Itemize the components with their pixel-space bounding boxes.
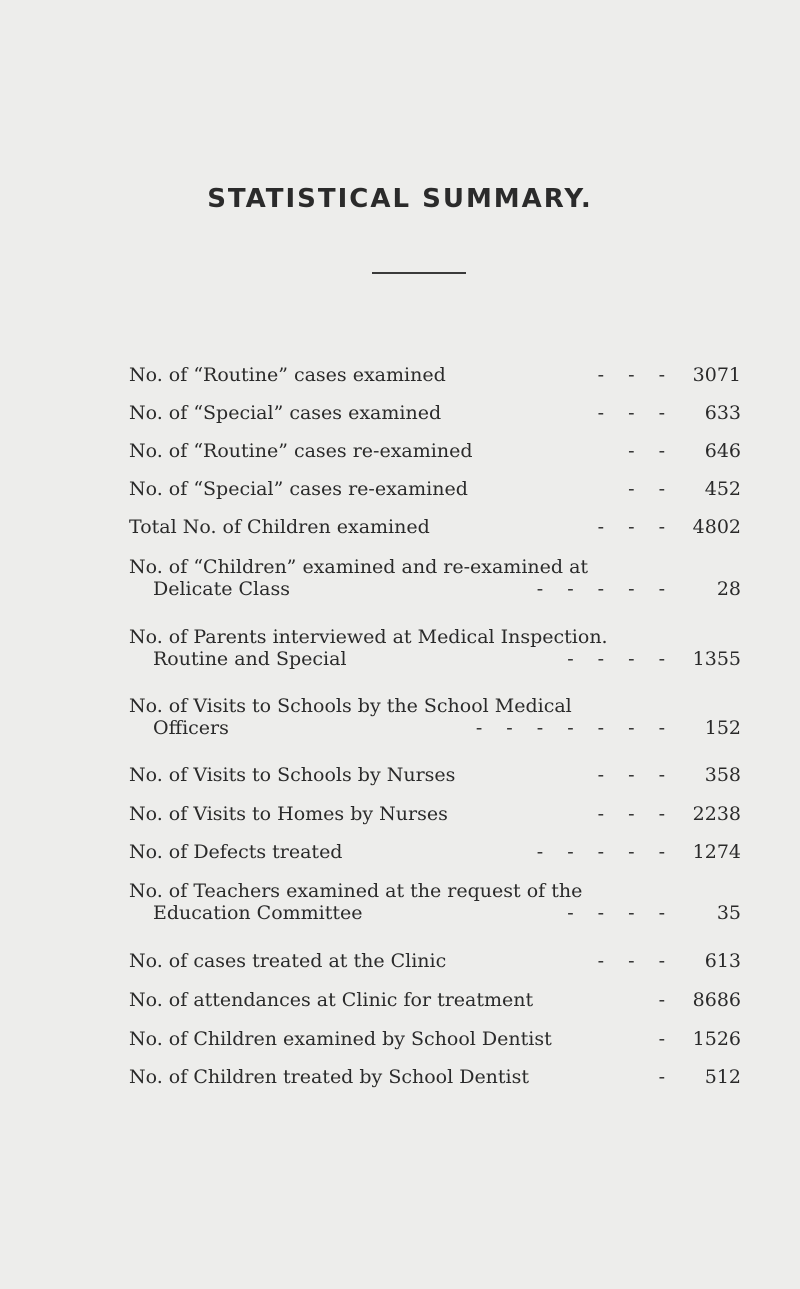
summary-row <box>129 1028 741 1050</box>
row-value: 3071 <box>692 364 741 386</box>
row-value: 452 <box>704 478 741 500</box>
row-value: 646 <box>704 440 741 462</box>
row-leader: - <box>658 1066 665 1088</box>
row-leader: - - - <box>597 402 665 424</box>
row-label: No. of attendances at Clinic for treatment <box>129 989 534 1011</box>
row-label: No. of “Routine” cases examined <box>129 364 446 386</box>
row-label: No. of cases treated at the Clinic <box>129 950 447 972</box>
row-leader: - - - - - <box>536 841 665 863</box>
row-label: No. of Teachers examined at the request of the <box>129 880 583 902</box>
summary-row <box>129 1066 741 1088</box>
summary-row <box>129 803 741 825</box>
row-value: 1274 <box>692 841 741 863</box>
row-leader: - - - - <box>567 902 665 924</box>
title-divider <box>372 272 466 274</box>
row-value: 152 <box>704 717 741 739</box>
row-label: No. of Visits to Homes by Nurses <box>129 803 448 825</box>
row-value: 28 <box>716 578 741 600</box>
row-label: No. of Defects treated <box>129 841 343 863</box>
summary-row <box>129 516 741 538</box>
summary-row <box>129 950 741 972</box>
row-value: 1355 <box>692 648 741 670</box>
row-label: No. of Visits to Schools by Nurses <box>129 764 456 786</box>
row-value: 2238 <box>692 803 741 825</box>
row-label: No. of “Routine” cases re-examined <box>129 440 473 462</box>
row-value: 4802 <box>692 516 741 538</box>
row-label: No. of Children examined by School Dentist <box>129 1028 552 1050</box>
row-leader: - - - <box>597 950 665 972</box>
summary-row <box>129 626 741 670</box>
row-label: No. of “Special” cases re-examined <box>129 478 468 500</box>
summary-row <box>129 402 741 424</box>
row-value: 358 <box>704 764 741 786</box>
row-leader: - - - <box>597 364 665 386</box>
row-leader: - - - - <box>567 648 665 670</box>
row-label-continuation: Officers <box>153 717 229 739</box>
row-value: 613 <box>704 950 741 972</box>
row-leader: - - - - - <box>536 578 665 600</box>
summary-row <box>129 440 741 462</box>
row-leader: - <box>658 1028 665 1050</box>
row-label: No. of Children treated by School Dentist <box>129 1066 530 1088</box>
row-label-continuation: Delicate Class <box>153 578 290 600</box>
row-leader: - - - - - - - <box>475 717 665 739</box>
summary-row <box>129 364 741 386</box>
summary-row <box>129 880 741 924</box>
row-value: 633 <box>704 402 741 424</box>
row-label-continuation: Education Committee <box>153 902 363 924</box>
row-label: Total No. of Children examined <box>129 516 430 538</box>
row-leader: - - - <box>597 516 665 538</box>
row-label-continuation: Routine and Special <box>153 648 347 670</box>
row-label: No. of Visits to Schools by the School Medical <box>129 695 572 717</box>
summary-row <box>129 695 741 739</box>
row-value: 8686 <box>692 989 741 1011</box>
row-leader: - - <box>628 478 665 500</box>
summary-row <box>129 556 741 600</box>
summary-row <box>129 841 741 863</box>
summary-row <box>129 478 741 500</box>
row-value: 1526 <box>692 1028 741 1050</box>
row-leader: - - - <box>597 764 665 786</box>
row-value: 35 <box>716 902 741 924</box>
row-leader: - <box>658 989 665 1011</box>
row-leader: - - - <box>597 803 665 825</box>
row-value: 512 <box>704 1066 741 1088</box>
row-label: No. of “Special” cases examined <box>129 402 442 424</box>
summary-row <box>129 989 741 1011</box>
row-label: No. of Parents interviewed at Medical Inspection. <box>129 626 608 648</box>
row-leader: - - <box>628 440 665 462</box>
row-label: No. of “Children” examined and re-examined at <box>129 556 589 578</box>
summary-row <box>129 764 741 786</box>
page-title: STATISTICAL SUMMARY. <box>207 184 593 214</box>
